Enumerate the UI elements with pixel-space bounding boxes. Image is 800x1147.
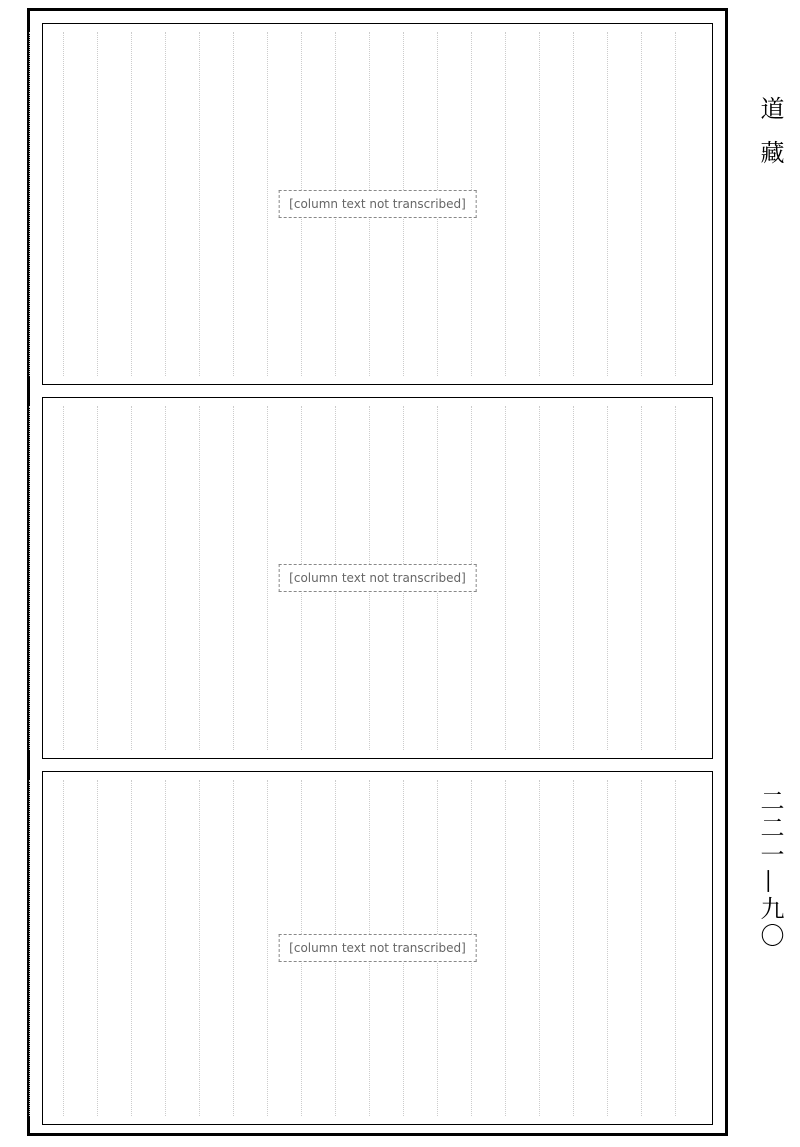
column [573, 32, 604, 376]
column [97, 406, 128, 750]
column [675, 780, 706, 1116]
column [233, 406, 264, 750]
column [29, 32, 60, 376]
column [29, 406, 60, 750]
column [607, 32, 638, 376]
column [607, 780, 638, 1116]
column [131, 406, 162, 750]
column [63, 780, 94, 1116]
column [29, 780, 60, 1116]
column [165, 32, 196, 376]
column [165, 780, 196, 1116]
column [199, 32, 230, 376]
column [199, 406, 230, 750]
column [131, 32, 162, 376]
column [641, 406, 672, 750]
column [573, 406, 604, 750]
column [573, 780, 604, 1116]
column [641, 32, 672, 376]
column [97, 780, 128, 1116]
page-number: 二二一—九〇 [756, 788, 784, 950]
column [539, 406, 570, 750]
column [63, 406, 94, 750]
column [539, 32, 570, 376]
register-placeholder: [column text not transcribed] [278, 190, 477, 218]
column [539, 780, 570, 1116]
register-bottom [42, 771, 713, 1125]
column [233, 32, 264, 376]
register-middle [42, 397, 713, 759]
column [199, 780, 230, 1116]
column [505, 406, 536, 750]
column [63, 32, 94, 376]
column [505, 780, 536, 1116]
column [675, 406, 706, 750]
register-placeholder: [column text not transcribed] [278, 934, 477, 962]
column [165, 406, 196, 750]
register-placeholder: [column text not transcribed] [278, 564, 477, 592]
register-top [42, 23, 713, 385]
column [505, 32, 536, 376]
column [607, 406, 638, 750]
column [131, 780, 162, 1116]
column [233, 780, 264, 1116]
collection-label: 道藏 [756, 96, 784, 184]
text-frame [27, 8, 728, 1136]
column [97, 32, 128, 376]
column [641, 780, 672, 1116]
column [675, 32, 706, 376]
